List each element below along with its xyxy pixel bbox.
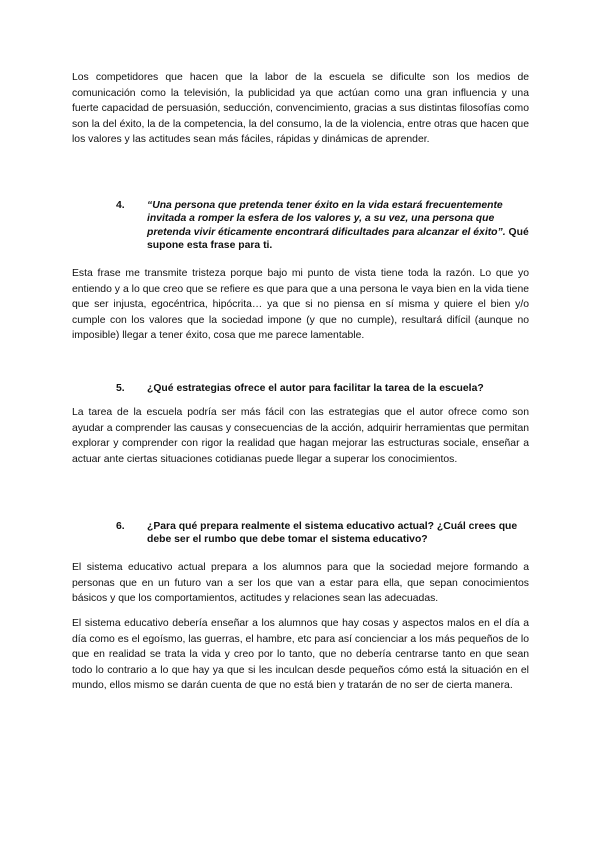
- question-6-number: 6.: [116, 521, 125, 532]
- answer-5-paragraph: La tarea de la escuela podría ser más fácil con las estrategias que el autor ofrece como son ayudar a comprender las causas y consecuencias de la acción, adquirir herramientas que permitan explorar y comprender con rigor la realidad que hagan mejorar las estructuras sociale, enseñar a actuar ante ciertas situaciones cotidianas puede llegar a superar los conocimientos.: [72, 407, 529, 465]
- intro-paragraph: Los competidores que hacen que la labor de la escuela se dificulte son los medios de comunicación como la televisión, la publicidad ya que actúan como una gran influencia y una fuerte capacidad de persuasión, seducción, convencimiento, gracias a sus distintas filosofías como son la del éxito, la de la competencia, la del consumo, la de la violencia, entre otras que hacen que los valores y las actitudes sean más fáciles, rápidas y dinámicas de aprender.: [72, 72, 529, 146]
- answer-6a-paragraph: El sistema educativo actual prepara a los alumnos para que la sociedad mejore formando a personas que en un futuro van a ser los que van a estar para ella, que sepan conocimientos básicos y que los comportamientos, actitudes y relaciones sean las adecuadas.: [72, 562, 529, 605]
- question-4: [116, 199, 529, 253]
- question-6: [116, 520, 529, 547]
- question-6-text: ¿Para qué prepara realmente el sistema educativo actual? ¿Cuál crees que debe ser el rumbo que debe tomar el sistema educativo?: [147, 521, 518, 546]
- answer-6b-paragraph: El sistema educativo debería enseñar a los alumnos que hay cosas y aspectos malos en el día a día como es el egoísmo, las guerras, el hambre, etc para así concienciar a los más pequeños de lo que en realidad se trata la vida y creo por lo tanto, que no debería centrarse tanto en que sean todo lo contrario a lo que hay ya que si les inculcan desde pequeños cómo está la situación en el mundo, ellos mismo se darán cuenta de que no está bien y tratarán de no ser de cierta manera.: [72, 618, 529, 692]
- question-4-quote: “Una persona que pretenda tener éxito en la vida estará frecuentemente invitada a romper la esfera de los valores y, a su vez, una persona que pretenda vivir éticamente encontrará dificultades para alcanzar el éxito”.: [147, 200, 506, 238]
- question-4-number: 4.: [116, 200, 125, 211]
- question-5: [116, 382, 529, 395]
- question-5-text: ¿Qué estrategias ofrece el autor para facilitar la tarea de la escuela?: [147, 383, 484, 394]
- answer-4-paragraph: Esta frase me transmite tristeza porque bajo mi punto de vista tiene toda la razón. Lo que yo entiendo y a lo que creo que se refiere es que para que a una persona le vaya bien en la vida tiene que ser injusta, egocéntrica, hipócrita… ya que si no piensa en sí misma y quiere el bien y/o cumple con los valores que la sociedad impone (y que no cumple), resultará difícil (aunque no imposible) llegar a tener éxito, cosa que me parece lamentable.: [72, 268, 529, 342]
- question-5-number: 5.: [116, 383, 125, 394]
- question-4-text: Qué supone esta frase para ti.: [147, 226, 529, 252]
